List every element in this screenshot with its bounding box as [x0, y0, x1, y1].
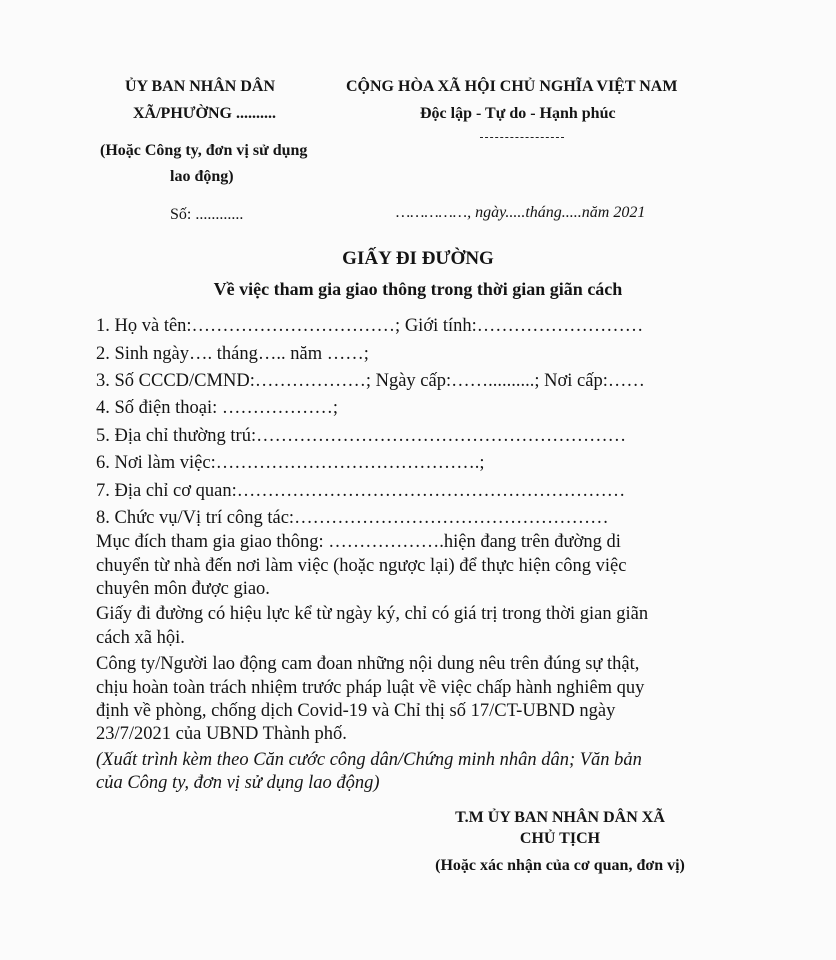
commitment-line-3: định về phòng, chống dịch Covid-19 và Chỉ thị số 17/CT-UBND ngày — [96, 701, 616, 721]
note-line-2: của Công ty, đơn vị sử dụng lao động) — [96, 773, 380, 793]
document-title: GIẤY ĐI ĐƯỜNG — [342, 248, 494, 269]
commitment-line-2: chịu hoàn toàn trách nhiệm trước pháp luật về việc chấp hành nghiêm quy — [96, 678, 645, 698]
motto-divider — [480, 137, 564, 138]
document-number: Số: ............ — [170, 206, 244, 223]
field-id-card: 3. Số CCCD/CMND:………………; Ngày cấp:……..........; Nơi cấp:…… — [96, 371, 645, 391]
commitment-line-4: 23/7/2021 của UBND Thành phố. — [96, 724, 347, 744]
issuer-title: ỦY BAN NHÂN DÂN — [124, 78, 276, 95]
purpose-line-3: chuyên môn được giao. — [96, 579, 270, 599]
issuer-note-line1: (Hoặc Công ty, đơn vị sử dụng — [100, 142, 308, 159]
national-title: CỘNG HÒA XÃ HỘI CHỦ NGHĨA VIỆT NAM — [346, 78, 678, 95]
field-permanent-address: 5. Địa chỉ thường trú:…………………………………………………… — [96, 426, 627, 446]
signature-note: (Hoặc xác nhận của cơ quan, đơn vị) — [435, 857, 685, 874]
field-office-address: 7. Địa chỉ cơ quan:……………………………………………………… — [96, 481, 626, 501]
issuer-ward: XÃ/PHƯỜNG .......... — [133, 105, 276, 122]
field-workplace: 6. Nơi làm việc:…………………………………….; — [96, 453, 485, 473]
purpose-line-1: Mục đích tham gia giao thông: ……………….hiện đang trên đường di — [96, 532, 621, 552]
validity-line-2: cách xã hội. — [96, 628, 185, 648]
field-full-name: 1. Họ và tên:……………………………; Giới tính:……………………… — [96, 316, 644, 336]
document-subtitle: Về việc tham gia giao thông trong thời gian giãn cách — [213, 279, 623, 299]
note-line-1: (Xuất trình kèm theo Căn cước công dân/Chứng minh nhân dân; Văn bản — [96, 750, 642, 770]
field-phone: 4. Số điện thoại: ………………; — [96, 398, 339, 418]
signature-authority: T.M ỦY BAN NHÂN DÂN XÃ — [455, 809, 665, 826]
issuer-note-line2: lao động) — [170, 168, 234, 185]
signature-role: CHỦ TỊCH — [519, 830, 601, 847]
purpose-line-2: chuyển từ nhà đến nơi làm việc (hoặc ngược lại) để thực hiện công việc — [96, 556, 627, 576]
validity-line-1: Giấy đi đường có hiệu lực kể từ ngày ký, chỉ có giá trị trong thời gian giãn — [96, 604, 649, 624]
national-motto: Độc lập - Tự do - Hạnh phúc — [420, 105, 616, 122]
document-date: ……………, ngày.....tháng.....năm 2021 — [396, 204, 646, 221]
field-position: 8. Chức vụ/Vị trí công tác:…………………………………………… — [96, 508, 609, 528]
commitment-line-1: Công ty/Người lao động cam đoan những nội dung nêu trên đúng sự thật, — [96, 654, 640, 674]
field-birth-date: 2. Sinh ngày…. tháng….. năm ……; — [96, 344, 369, 364]
